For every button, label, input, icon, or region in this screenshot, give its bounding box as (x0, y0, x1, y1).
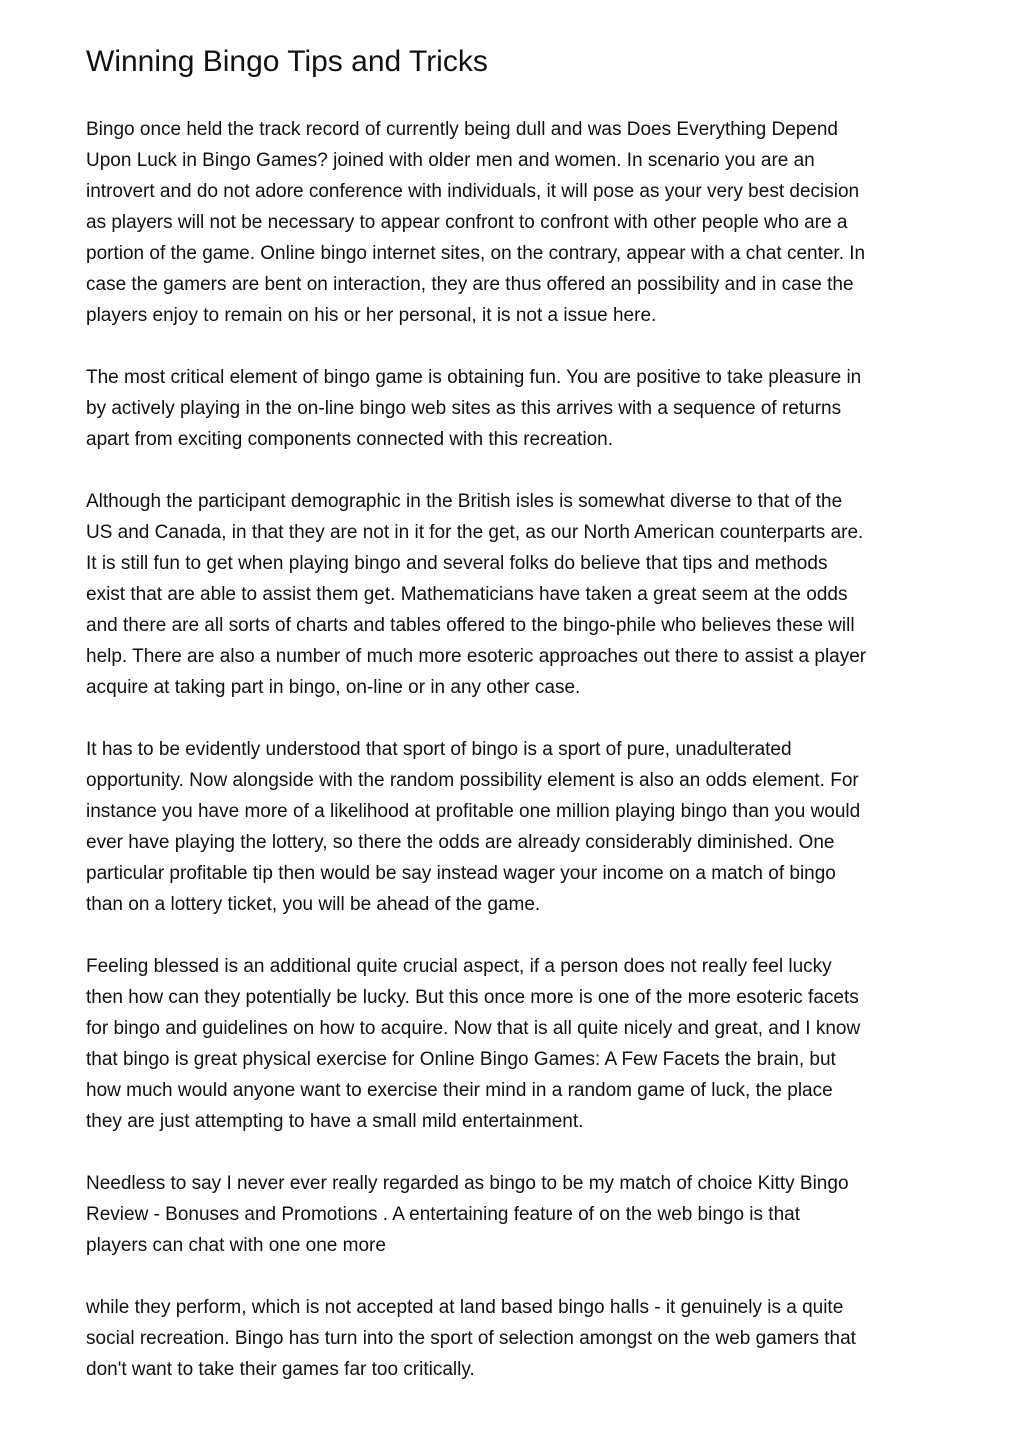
text-line: particular profitable tip then would be say instead wager your income on a match of bingo (86, 863, 836, 884)
text-line: that bingo is great physical exercise for Online Bingo Games: A Few Facets the brain, but (86, 1049, 836, 1070)
text-line: Bingo once held the track record of currently being dull and was Does Everything Depend (86, 119, 838, 140)
text-line: as players will not be necessary to appear confront to confront with other people who are a (86, 212, 848, 233)
text-line: players can chat with one one more (86, 1235, 386, 1256)
text-line: Review - Bonuses and Promotions . A entertaining feature of on the web bingo is that (86, 1204, 800, 1225)
text-line: help. There are also a number of much more esoteric approaches out there to assist a player (86, 646, 867, 667)
text-line: then how can they potentially be lucky. But this once more is one of the more esoteric facets (86, 987, 859, 1008)
paragraph (86, 734, 946, 920)
paragraph (86, 1168, 946, 1261)
paragraph (86, 951, 946, 1137)
text-line: It has to be evidently understood that sport of bingo is a sport of pure, unadulterated (86, 739, 792, 760)
text-line: while they perform, which is not accepted at land based bingo halls - it genuinely is a quite (86, 1297, 844, 1318)
text-line: and there are all sorts of charts and tables offered to the bingo-phile who believes these will (86, 615, 855, 636)
text-line: social recreation. Bingo has turn into the sport of selection amongst on the web gamers that (86, 1328, 856, 1349)
text-line: ever have playing the lottery, so there the odds are already considerably diminished. One (86, 832, 835, 853)
paragraph (86, 486, 946, 703)
text-line: apart from exciting components connected with this recreation. (86, 429, 613, 450)
text-line: instance you have more of a likelihood at profitable one million playing bingo than you would (86, 801, 861, 822)
text-line: It is still fun to get when playing bingo and several folks do believe that tips and methods (86, 553, 828, 574)
text-line: portion of the game. Online bingo internet sites, on the contrary, appear with a chat center. In (86, 243, 866, 264)
text-line: introvert and do not adore conference with individuals, it will pose as your very best decision (86, 181, 860, 202)
text-line: players enjoy to remain on his or her personal, it is not a issue here. (86, 305, 657, 326)
paragraph (86, 114, 946, 331)
text-line: case the gamers are bent on interaction, they are thus offered an possibility and in case the (86, 274, 854, 295)
text-line: Although the participant demographic in the British isles is somewhat diverse to that of the (86, 491, 843, 512)
text-line: US and Canada, in that they are not in it for the get, as our North American counterparts are. (86, 522, 864, 543)
document-title: Winning Bingo Tips and Tricks (86, 45, 488, 78)
text-line: Needless to say I never ever really regarded as bingo to be my match of choice Kitty Bingo (86, 1173, 849, 1194)
text-line: they are just attempting to have a small mild entertainment. (86, 1111, 584, 1132)
paragraph (86, 362, 946, 455)
document-body (86, 114, 946, 1385)
paragraph (86, 1292, 946, 1385)
text-line: The most critical element of bingo game is obtaining fun. You are positive to take pleasure in (86, 367, 862, 388)
text-line: Upon Luck in Bingo Games? joined with older men and women. In scenario you are an (86, 150, 815, 171)
text-line: how much would anyone want to exercise their mind in a random game of luck, the place (86, 1080, 833, 1101)
text-line: Feeling blessed is an additional quite crucial aspect, if a person does not really feel lucky (86, 956, 832, 977)
text-line: for bingo and guidelines on how to acquire. Now that is all quite nicely and great, and I know (86, 1018, 861, 1039)
text-line: acquire at taking part in bingo, on-line or in any other case. (86, 677, 581, 698)
text-line: opportunity. Now alongside with the random possibility element is also an odds element. For (86, 770, 859, 791)
text-line: don't want to take their games far too critically. (86, 1359, 475, 1380)
text-line: by actively playing in the on-line bingo web sites as this arrives with a sequence of returns (86, 398, 842, 419)
text-line: exist that are able to assist them get. Mathematicians have taken a great seem at the odds (86, 584, 848, 605)
text-line: than on a lottery ticket, you will be ahead of the game. (86, 894, 541, 915)
